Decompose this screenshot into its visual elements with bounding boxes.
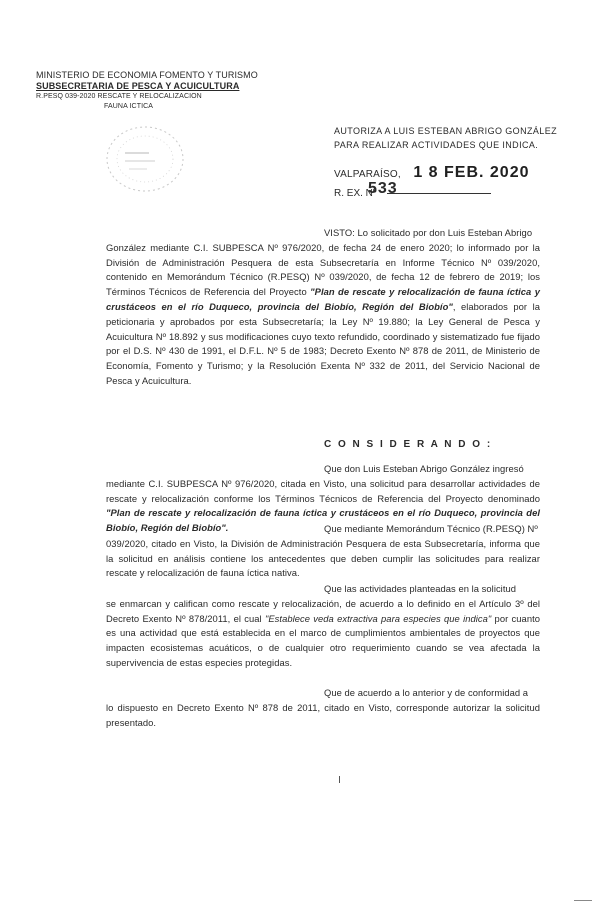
ministry-name: MINISTERIO DE ECONOMIA FOMENTO Y TURISMO — [36, 70, 258, 80]
para1-text: mediante C.I. SUBPESCA Nº 976/2020, citada en Visto, una solicitud para desarrollar actividades de rescate y relocalización conforme los Términos Técnicos de Referencia del Proyecto denominado — [106, 477, 540, 504]
date-line — [334, 164, 529, 182]
para3-body — [106, 597, 540, 671]
city-label: VALPARAÍSO, — [334, 169, 401, 180]
scan-footer-mark — [574, 900, 592, 901]
considerando-para-4 — [106, 686, 540, 730]
considerando-heading: C O N S I D E R A N D O : — [324, 439, 493, 450]
para3-text-1: se enmarcan y califican como rescate y relocalización, de acuerdo a lo definido en el Artículo 3º del Decreto Exento Nº 878/2011, el cual — [106, 597, 540, 624]
visto-text-1: González mediante C.I. SUBPESCA Nº 976/2020, de fecha 24 de enero 2020; lo informado por la División de Administración Pesquera de esta Subsecretaría en Informe Técnico Nº 039/2020, contenido en Memorándum Técnico (R.PESQ) Nº 039/2020, de fecha 12 de febrero de 2019; los Términos Técnicos de Referencia del Proyecto — [106, 241, 540, 298]
para3-lead: Que las actividades planteadas en la solicitud — [324, 583, 517, 594]
para4-lead: Que de acuerdo a lo anterior y de conformidad a — [324, 687, 529, 698]
subsecretaria-name: SUBSECRETARIA DE PESCA Y ACUICULTURA — [36, 81, 240, 91]
subject-line-2: PARA REALIZAR ACTIVIDADES QUE INDICA. — [334, 140, 539, 150]
para3-text-2: por cuanto es una actividad que está establecida en el marco de cumplimientos ambientales de proyectos que impacten ecosistemas acuáticos, o de cualquier otro requerimiento cuando se vea afectada la supervivencia de estas especies protegidas. — [106, 612, 541, 668]
visto-text-2: , elaborados por la peticionaria y aprobados por esta Subsecretaría; la Ley Nº 19.880; la Ley General de Pesca y Acuicultura Nº 18.892 y sus modificaciones cuyo texto refundido, coordinado y sistematizado fue fijado por el D.S. Nº 430 de 1991, el D.F.L. Nº 5 de 1983; Decreto Exento Nº 878 de 2011, de Ministerio de Economía, Fomento y Turismo; y la Resolución Exenta Nº 332 de 2011, del Servicio Nacional de Pesca y Acuicultura. — [106, 300, 540, 386]
stamped-date: 1 8 FEB. 2020 — [413, 164, 530, 181]
para2-lead: Que mediante Memorándum Técnico (R.PESQ) Nº — [324, 523, 538, 534]
resolution-number: 533 — [368, 180, 398, 197]
para4-body: lo dispuesto en Decreto Exento Nº 878 de 2011, citado en Visto, corresponde autorizar la solicitud presentado. — [106, 701, 540, 728]
scan-mark — [339, 776, 340, 783]
para2-body: 039/2020, citado en Visto, la División de Administración Pesquera de esta Subsecretaría, informa que la solicitud en análisis contiene los antecedentes que deben cumplir las solicitudes para realizar rescate y relocalización de fauna íctica nativa. — [106, 537, 540, 579]
para1-project-title: "Plan de rescate y relocalización de fauna íctica y crustáceos en el río Duqueco, provincia del Biobío, Región del Biobío". — [106, 507, 540, 534]
resolution-number-line — [334, 180, 491, 199]
resolution-underline — [387, 193, 491, 194]
considerando-para-3 — [106, 582, 540, 671]
reference-code-2: FAUNA ICTICA — [104, 103, 154, 110]
visto-section — [106, 226, 540, 389]
letterhead — [36, 70, 258, 112]
considerando-para-2 — [106, 522, 540, 581]
visto-lead: VISTO: Lo solicitado por don Luis Esteban Abrigo — [324, 227, 533, 238]
para3-quote: "Establece veda extractiva para especies que indica" — [265, 612, 492, 624]
resolution-label: R. EX. Nº — [334, 188, 377, 199]
visto-project-title: "Plan de rescate y relocalización de fauna íctica y crustáceos en el río Duqueco, provincia del Biobío, Región del Biobío" — [106, 286, 540, 312]
faded-seal-stamp — [103, 123, 187, 195]
reference-code: R.PESQ 039-2020 RESCATE Y RELOCALIZACION — [36, 93, 202, 100]
subject-line-1: AUTORIZA A LUIS ESTEBAN ABRIGO GONZÁLEZ — [334, 126, 557, 136]
visto-body — [106, 241, 540, 389]
para1-lead: Que don Luis Esteban Abrigo González ingresó — [324, 463, 524, 474]
subject-block — [334, 124, 557, 152]
